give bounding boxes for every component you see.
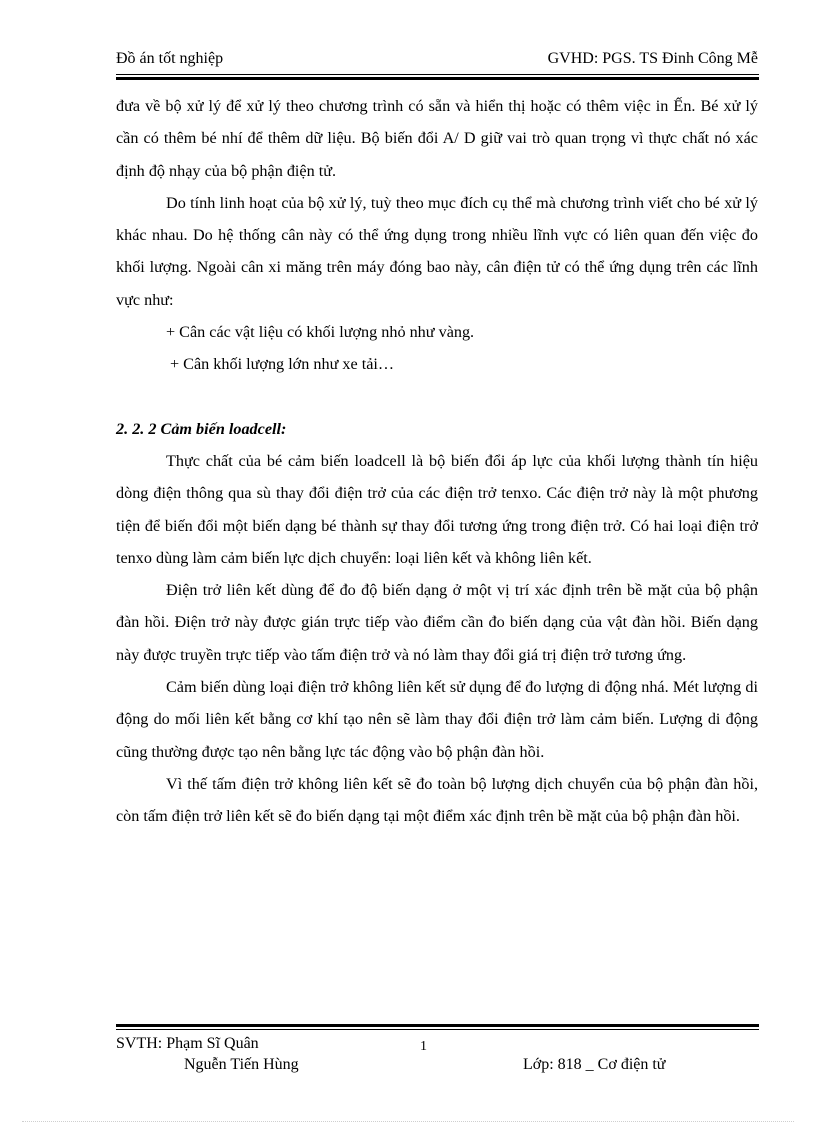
header-left: Đồ án tốt nghiệp	[116, 50, 224, 67]
page-edge-dotted-line	[22, 1121, 794, 1122]
header-rule	[116, 74, 759, 75]
paragraph-3: Thực chất của bé cảm biến loadcell là bộ biến đổi áp lực của khối lượng thành tín hiệu dòng điện thông qua sù thay đổi điện trở của các điện trở tenxo. Các điện trở này là một phương tiện để biến đổi một biến dạng bé thành sự thay đổi tương ứng trong điện trở. Có hai loại điện trở tenxo dùng làm cảm biến lực dịch chuyển: loại liên kết và không liên kết.	[116, 451, 758, 567]
spacer	[116, 381, 758, 413]
footer-class: Lớp: 818 _ Cơ điện tử	[523, 1056, 666, 1073]
bullet-2: + Cân khối lượng lớn như xe tải…	[170, 355, 395, 374]
paragraph-1: đưa về bộ xử lý để xử lý theo chương trình có sẵn và hiển thị hoặc có thêm việc in Ến. Bé xử lý cần có thêm bé nhí để thêm dữ liệu. Bộ biến đổi A/ D giữ vai trò quan trọng vì thực chất nó xác định độ nhạy của bộ phận điện tử.	[116, 97, 758, 180]
page-number: 1	[420, 1039, 427, 1054]
footer-rule-thick	[116, 1024, 759, 1027]
section-heading: 2. 2. 2 Cảm biến loadcell:	[116, 419, 287, 438]
bullet-1: + Cân các vật liệu có khối lượng nhỏ như vàng.	[166, 323, 475, 342]
footer-author-2: Nguễn Tiến Hùng	[184, 1056, 299, 1073]
paragraph-4: Điện trở liên kết dùng để đo độ biến dạng ở một vị trí xác định trên bề mặt của bộ phận đàn hồi. Điện trở này được gián trực tiếp vào điểm cần đo biến dạng của vật đàn hồi. Biến dạng này được truyền trực tiếp vào tấm điện trở và nó làm thay đổi giá trị điện trở tương ứng.	[116, 581, 758, 664]
footer-author-1: SVTH: Phạm Sĩ Quân	[116, 1035, 259, 1052]
footer-rule	[116, 1029, 759, 1030]
paragraph-5: Cảm biến dùng loại điện trở không liên kết sử dụng để đo lượng di động nhá. Mét lượng di động do mối liên kết bằng cơ khí tạo nên sẽ làm thay đổi điện trở làm cảm biến. Lượng di động cũng thường được tạo nên bằng lực tác động vào bộ phận đàn hồi.	[116, 678, 758, 761]
body-text	[116, 90, 758, 833]
paragraph-6: Vì thế tấm điện trở không liên kết sẽ đo toàn bộ lượng dịch chuyển của bộ phận đàn hồi, còn tấm điện trở liên kết sẽ đo biến dạng tại một điểm xác định trên bề mặt của bộ phận đàn hồi.	[116, 774, 758, 826]
header-rule-thick	[116, 77, 759, 80]
paragraph-2: Do tính linh hoạt của bộ xử lý, tuỳ theo mục đích cụ thể mà chương trình viết cho bé xử lý khác nhau. Do hệ thống cân này có thể ứng dụng trong nhiều lĩnh vực có liên quan đến việc đo khối lượng. Ngoài cân xi măng trên máy đóng bao này, cân điện tử có thể ứng dụng trên các lĩnh vực như:	[116, 193, 758, 309]
header-right: GVHD: PGS. TS Đinh Công Mễ	[547, 50, 758, 67]
